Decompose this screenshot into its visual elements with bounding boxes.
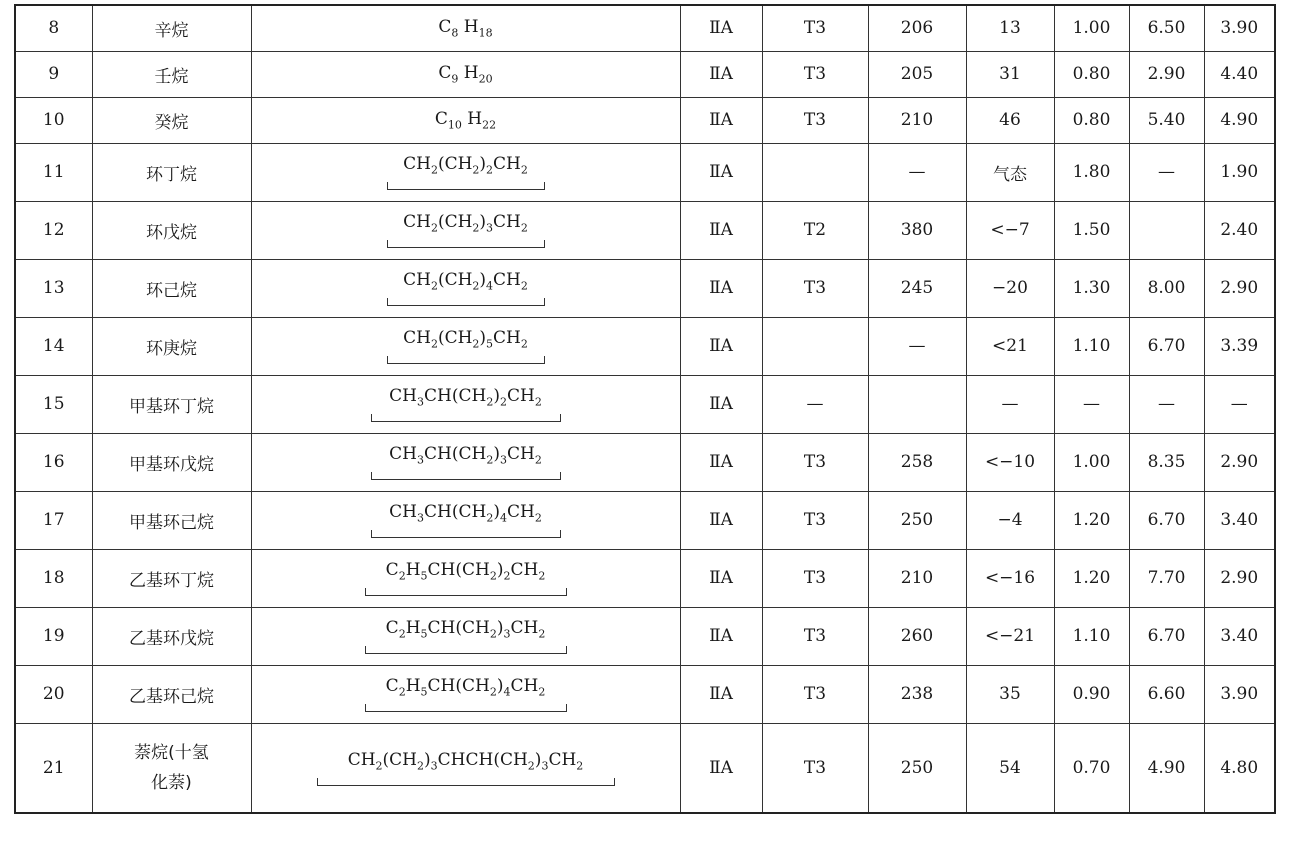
compound-name-cell: 壬烷 (92, 51, 251, 97)
compound-name-cell: 甲基环己烷 (92, 491, 251, 549)
flash-point-cell: <−16 (966, 549, 1054, 607)
ignition-temperature-cell: 210 (868, 549, 966, 607)
row-number-cell: 11 (15, 143, 92, 201)
table-row (15, 201, 1275, 259)
ignition-temperature-cell: 245 (868, 259, 966, 317)
formula-cell (251, 317, 680, 375)
ring-closure-bracket (317, 778, 615, 786)
ignition-temperature-cell: — (868, 317, 966, 375)
lower-explosive-limit-cell: — (1054, 375, 1129, 433)
relative-density-cell: 3.40 (1204, 607, 1275, 665)
temperature-class-cell: — (762, 375, 868, 433)
flash-point-cell: <−10 (966, 433, 1054, 491)
row-number-cell: 8 (15, 5, 92, 51)
flash-point-cell: <−7 (966, 201, 1054, 259)
row-number-cell: 17 (15, 491, 92, 549)
compound-name-cell: 萘烷(十氢化萘) (92, 723, 251, 813)
ring-structural-formula (317, 750, 615, 786)
gas-group-cell: ⅡA (680, 433, 762, 491)
relative-density-cell: 2.40 (1204, 201, 1275, 259)
formula-cell (251, 143, 680, 201)
gas-group-cell: ⅡA (680, 201, 762, 259)
formula-text: $CH_2(CH_2)_3CHCH(CH_2)_3CH_2$ (347, 749, 584, 772)
gas-group-cell: ⅡA (680, 491, 762, 549)
gas-group-cell: ⅡA (680, 723, 762, 813)
formula-cell (251, 51, 680, 97)
temperature-class-cell: T3 (762, 433, 868, 491)
table-row (15, 723, 1275, 813)
formula-text: $CH_3CH(CH_2)_2CH_2$ (389, 385, 542, 409)
table-row (15, 549, 1275, 607)
ring-structural-formula (371, 386, 561, 422)
formula-text: $CH_2(CH_2)_2CH_2$ (403, 153, 528, 177)
gas-group-cell: ⅡA (680, 143, 762, 201)
relative-density-cell: — (1204, 375, 1275, 433)
molecular-formula (438, 17, 493, 40)
ring-structural-formula (387, 212, 545, 248)
ring-closure-bracket (371, 472, 561, 480)
ring-closure-bracket (387, 240, 545, 248)
compound-name-cell: 乙基环己烷 (92, 665, 251, 723)
row-number-cell: 10 (15, 97, 92, 143)
temperature-class-cell: T3 (762, 665, 868, 723)
upper-explosive-limit-cell: 6.70 (1129, 317, 1204, 375)
formula-cell (251, 201, 680, 259)
relative-density-cell: 2.90 (1204, 433, 1275, 491)
compound-name-cell: 辛烷 (92, 5, 251, 51)
upper-explosive-limit-cell: 6.60 (1129, 665, 1204, 723)
formula-cell (251, 607, 680, 665)
row-number-cell: 12 (15, 201, 92, 259)
formula-text: $CH_3CH(CH_2)_3CH_2$ (389, 443, 542, 467)
formula-text: $CH_2(CH_2)_3CH_2$ (403, 211, 528, 235)
ring-closure-bracket (365, 646, 567, 654)
gas-group-cell: ⅡA (680, 51, 762, 97)
row-number-cell: 19 (15, 607, 92, 665)
gas-group-cell: ⅡA (680, 259, 762, 317)
ring-structural-formula (371, 444, 561, 480)
upper-explosive-limit-cell: 2.90 (1129, 51, 1204, 97)
temperature-class-cell: T2 (762, 201, 868, 259)
ignition-temperature-cell: 238 (868, 665, 966, 723)
gas-group-cell: ⅡA (680, 97, 762, 143)
molecular-formula (438, 62, 493, 86)
temperature-class-cell: T3 (762, 549, 868, 607)
flash-point-cell: 46 (966, 97, 1054, 143)
row-number-cell: 16 (15, 433, 92, 491)
ring-structural-formula (371, 502, 561, 538)
upper-explosive-limit-cell: — (1129, 375, 1204, 433)
flash-point-cell: −4 (966, 491, 1054, 549)
formula-cell (251, 433, 680, 491)
ignition-temperature-cell: 250 (868, 491, 966, 549)
ring-closure-bracket (365, 588, 567, 596)
lower-explosive-limit-cell: 1.50 (1054, 201, 1129, 259)
flash-point-cell: 31 (966, 51, 1054, 97)
molecular-formula (434, 108, 497, 132)
formula-cell (251, 491, 680, 549)
flash-point-cell: 13 (966, 5, 1054, 51)
table-row (15, 317, 1275, 375)
ignition-temperature-cell (868, 375, 966, 433)
gas-group-cell: ⅡA (680, 5, 762, 51)
relative-density-cell: 4.40 (1204, 51, 1275, 97)
upper-explosive-limit-cell: 5.40 (1129, 97, 1204, 143)
table-row (15, 491, 1275, 549)
upper-explosive-limit-cell: 6.50 (1129, 5, 1204, 51)
temperature-class-cell: T3 (762, 607, 868, 665)
ring-structural-formula (387, 328, 545, 364)
upper-explosive-limit-cell: 6.70 (1129, 607, 1204, 665)
formula-text: $C_{10}$ $H_{22}$ (434, 108, 497, 132)
table-row (15, 5, 1275, 51)
ignition-temperature-cell: 258 (868, 433, 966, 491)
hazard-properties-table (14, 4, 1276, 814)
table-row (15, 259, 1275, 317)
temperature-class-cell: T3 (762, 51, 868, 97)
ignition-temperature-cell: 250 (868, 723, 966, 813)
flash-point-cell: 35 (966, 665, 1054, 723)
temperature-class-cell: T3 (762, 491, 868, 549)
formula-text: $CH_2(CH_2)_4CH_2$ (403, 269, 528, 293)
row-number-cell: 18 (15, 549, 92, 607)
upper-explosive-limit-cell (1129, 201, 1204, 259)
ring-structural-formula (387, 270, 545, 306)
table-row (15, 607, 1275, 665)
compound-name-cell: 甲基环丁烷 (92, 375, 251, 433)
compound-name-cell: 乙基环戊烷 (92, 607, 251, 665)
ring-closure-bracket (365, 704, 567, 712)
table-row (15, 51, 1275, 97)
lower-explosive-limit-cell: 0.70 (1054, 723, 1129, 813)
ring-structural-formula (387, 154, 545, 190)
formula-text: $CH_3CH(CH_2)_4CH_2$ (389, 501, 542, 525)
ignition-temperature-cell: — (868, 143, 966, 201)
row-number-cell: 9 (15, 51, 92, 97)
ring-closure-bracket (387, 182, 545, 190)
relative-density-cell: 2.90 (1204, 549, 1275, 607)
gas-group-cell: ⅡA (680, 665, 762, 723)
upper-explosive-limit-cell: 6.70 (1129, 491, 1204, 549)
compound-name-cell: 甲基环戊烷 (92, 433, 251, 491)
upper-explosive-limit-cell: 8.00 (1129, 259, 1204, 317)
relative-density-cell: 1.90 (1204, 143, 1275, 201)
flash-point-cell: — (966, 375, 1054, 433)
table-row (15, 97, 1275, 143)
table-row (15, 375, 1275, 433)
relative-density-cell: 3.90 (1204, 5, 1275, 51)
ignition-temperature-cell: 260 (868, 607, 966, 665)
formula-text: $C_2H_5CH(CH_2)_4CH_2$ (385, 675, 546, 699)
formula-text: $C_9$ $H_{20}$ (438, 62, 493, 86)
formula-text: $C_8$ $H_{18}$ (438, 17, 493, 40)
temperature-class-cell (762, 317, 868, 375)
ring-structural-formula (365, 618, 567, 654)
formula-text: $C_2H_5CH(CH_2)_2CH_2$ (385, 559, 546, 583)
lower-explosive-limit-cell: 1.10 (1054, 317, 1129, 375)
ring-closure-bracket (387, 356, 545, 364)
lower-explosive-limit-cell: 1.20 (1054, 549, 1129, 607)
upper-explosive-limit-cell: 8.35 (1129, 433, 1204, 491)
lower-explosive-limit-cell: 1.20 (1054, 491, 1129, 549)
temperature-class-cell: T3 (762, 259, 868, 317)
formula-cell (251, 97, 680, 143)
gas-group-cell: ⅡA (680, 317, 762, 375)
flash-point-cell: <−21 (966, 607, 1054, 665)
compound-name-cell: 癸烷 (92, 97, 251, 143)
gas-group-cell: ⅡA (680, 375, 762, 433)
compound-name-cell: 环戊烷 (92, 201, 251, 259)
compound-name-cell: 环庚烷 (92, 317, 251, 375)
formula-cell (251, 723, 680, 813)
row-number-cell: 20 (15, 665, 92, 723)
flash-point-cell: 气态 (966, 143, 1054, 201)
compound-name-cell: 乙基环丁烷 (92, 549, 251, 607)
upper-explosive-limit-cell: — (1129, 143, 1204, 201)
formula-text: $C_2H_5CH(CH_2)_3CH_2$ (385, 617, 546, 641)
formula-cell (251, 375, 680, 433)
table-body (15, 5, 1275, 813)
ring-closure-bracket (387, 298, 545, 306)
temperature-class-cell: T3 (762, 723, 868, 813)
ring-closure-bracket (371, 530, 561, 538)
table-row (15, 433, 1275, 491)
lower-explosive-limit-cell: 0.90 (1054, 665, 1129, 723)
relative-density-cell: 3.40 (1204, 491, 1275, 549)
ring-structural-formula (365, 560, 567, 596)
formula-text: $CH_2(CH_2)_5CH_2$ (403, 327, 528, 351)
temperature-class-cell (762, 143, 868, 201)
ignition-temperature-cell: 210 (868, 97, 966, 143)
flash-point-cell: 54 (966, 723, 1054, 813)
gas-group-cell: ⅡA (680, 607, 762, 665)
ring-closure-bracket (371, 414, 561, 422)
lower-explosive-limit-cell: 1.00 (1054, 433, 1129, 491)
lower-explosive-limit-cell: 1.30 (1054, 259, 1129, 317)
lower-explosive-limit-cell: 1.80 (1054, 143, 1129, 201)
relative-density-cell: 4.80 (1204, 723, 1275, 813)
formula-cell (251, 549, 680, 607)
relative-density-cell: 3.39 (1204, 317, 1275, 375)
formula-cell (251, 259, 680, 317)
relative-density-cell: 4.90 (1204, 97, 1275, 143)
formula-cell (251, 665, 680, 723)
formula-cell (251, 5, 680, 51)
ring-structural-formula (365, 676, 567, 712)
flash-point-cell: <21 (966, 317, 1054, 375)
row-number-cell: 14 (15, 317, 92, 375)
upper-explosive-limit-cell: 7.70 (1129, 549, 1204, 607)
temperature-class-cell: T3 (762, 5, 868, 51)
row-number-cell: 15 (15, 375, 92, 433)
lower-explosive-limit-cell: 1.00 (1054, 5, 1129, 51)
table-row (15, 143, 1275, 201)
upper-explosive-limit-cell: 4.90 (1129, 723, 1204, 813)
ignition-temperature-cell: 380 (868, 201, 966, 259)
ignition-temperature-cell: 206 (868, 5, 966, 51)
compound-name-cell: 环己烷 (92, 259, 251, 317)
table-row (15, 665, 1275, 723)
compound-name-cell: 环丁烷 (92, 143, 251, 201)
lower-explosive-limit-cell: 1.10 (1054, 607, 1129, 665)
row-number-cell: 21 (15, 723, 92, 813)
temperature-class-cell: T3 (762, 97, 868, 143)
relative-density-cell: 3.90 (1204, 665, 1275, 723)
flash-point-cell: −20 (966, 259, 1054, 317)
lower-explosive-limit-cell: 0.80 (1054, 97, 1129, 143)
gas-group-cell: ⅡA (680, 549, 762, 607)
lower-explosive-limit-cell: 0.80 (1054, 51, 1129, 97)
relative-density-cell: 2.90 (1204, 259, 1275, 317)
ignition-temperature-cell: 205 (868, 51, 966, 97)
row-number-cell: 13 (15, 259, 92, 317)
